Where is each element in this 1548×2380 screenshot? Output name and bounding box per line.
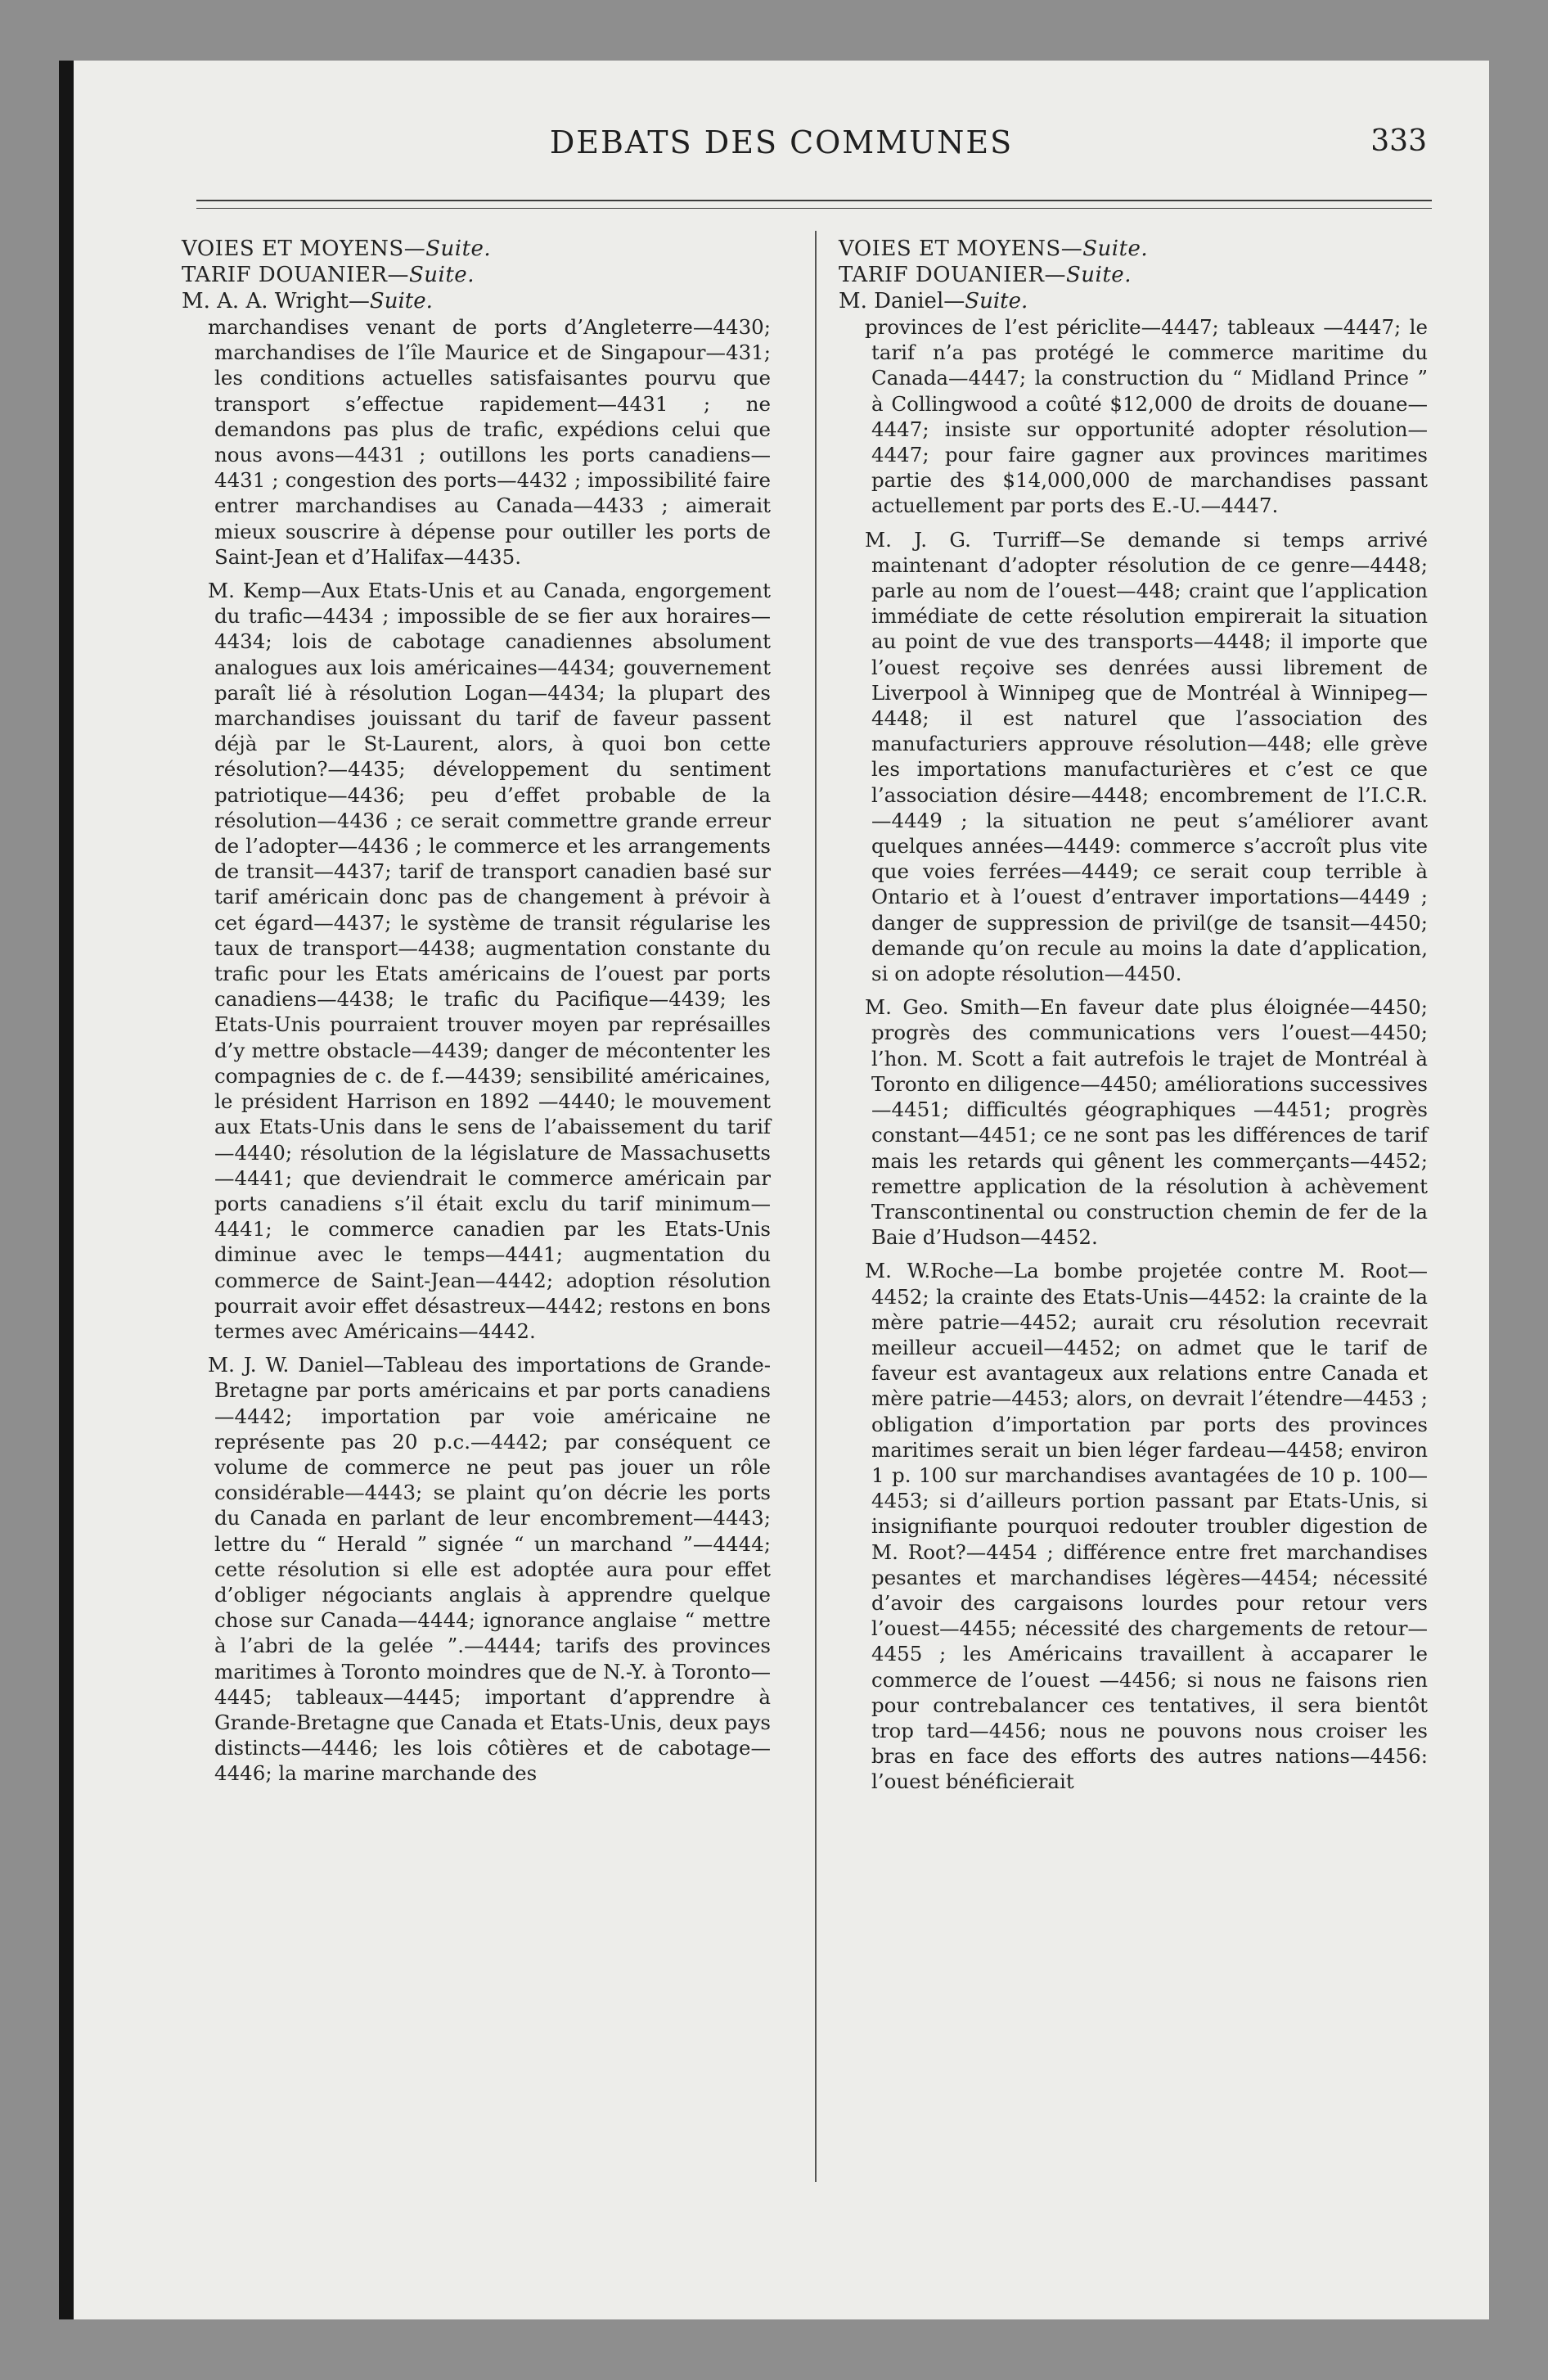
section-heading-suite: Suite. [425,237,492,261]
subsection-heading-text: TARIF DOUANIER— [839,263,1066,287]
subsection-heading [839,262,1428,288]
header-rule-top [196,200,1432,201]
speaker-heading [839,288,1428,314]
subsection-heading-suite: Suite. [1065,263,1132,287]
page-header [74,124,1489,170]
header-rule-bottom [196,208,1432,209]
paragraph: M. J. W. Daniel—Tableau des importations de Grande-Bretagne par ports américains et par ports canadiens—4442; importation par voie américaine ne représente pas 20 p.c.—4442; par conséquent ce volume de commerce ne peut pas jouer un rôle considérable—4443; se plaint qu’on décrie les ports du Canada en parlant de leur encombrement—4443; lettre du “ Herald ” signée “ un marchand ”—4444; cette résolution si elle est adoptée aura pour effet d’obliger négociants anglais à apprendre quelque chose sur Canada—4444; ignorance anglaise “ mettre à l’abri de la gelée ”.—4444; tarifs des provinces maritimes à Toronto moindres que de N.-Y. à Toronto—4445; tableaux—4445; important d’apprendre à Grande-Bretagne que Canada et Etats-Unis, deux pays distincts—4446; les lois côtières et de cabotage—4446; la marine marchande des [208,1353,771,1786]
section-heading-text: VOIES ET MOYENS— [182,237,426,261]
speaker-heading-text: M. A. A. Wright— [182,289,370,313]
paragraph: provinces de l’est périclite—4447; tableaux —4447; le tarif n’a pas protégé le commerce maritime du Canada—4447; la construction du “ Midland Prince ” à Collingwood a coûté $12,000 de droits de douane—4447; insiste sur opportunité adopter résolution—4447; pour faire gagner aux provinces maritimes partie des $14,000,000 de marchandises passant actuellement par ports des E.-U.—4447. [865,315,1428,518]
column-divider [815,231,817,2182]
section-heading-text: VOIES ET MOYENS— [839,237,1083,261]
paragraph: M. Kemp—Aux Etats-Unis et au Canada, engorgement du trafic—4434 ; impossible de se fier aux horaires—4434; lois de cabotage canadiennes absolument analogues aux lois américaines—4434; gouvernement paraît lié à résolution Logan—4434; la plupart des marchandises jouissant du tarif de faveur passent déjà par le St-Laurent, alors, à quoi bon cette résolution?—4435; développement du sentiment patriotique—4436; peu d’effet probable de la résolution—4436 ; ce serait commettre grande erreur de l’adopter—4436 ; le commerce et les arrangements de transit—4437; tarif de transport canadien basé sur tarif américain donc pas de changement à prévoir à cet égard—4437; le système de transit régularise les taux de transport—4438; augmentation constante du trafic pour les Etats américains de l’ouest par ports canadiens—4438; le trafic du Pacifique—4439; les Etats-Unis pourraient trouver moyen par représailles d’y mettre obstacle—4439; danger de mécontenter les compagnies de c. de f.—4439; sensibilité américaines, le président Harrison en 1892 —4440; le mouvement aux Etats-Unis dans le sens de l’abaissement du tarif—4440; résolution de la législature de Massachusetts—4441; que deviendrait le commerce américain par ports canadiens s’il était exclu du tarif minimum—4441; le commerce canadien par les Etats-Unis diminue avec le temps—4441; augmentation du commerce de Saint-Jean—4442; adoption résolution pourrait avoir effet désastreux—4442; restons en bons termes avec Américains—4442. [208,579,771,1343]
right-column [839,236,1428,1803]
paragraph: M. J. G. Turriff—Se demande si temps arrivé maintenant d’adopter résolution de ce genre—4448; parle au nom de l’ouest—448; craint que l’application immédiate de cette résolution empirerait la situation au point de vue des transports—4448; il importe que l’ouest reçoive ses denrées aussi librement de Liverpool à Winnipeg que de Montréal à Winnipeg—4448; il est naturel que l’association des manufacturiers approuve résolution—448; elle grève les importations manufacturières et c’est ce que l’association désire—4448; encombrement de l’I.C.R.—4449 ; la situation ne peut s’améliorer avant quelques années—4449: commerce s’accroît plus vite que voies ferrées—4449; ce serait coup terrible à Ontario et à l’ouest d’entraver importations—4449 ; danger de suppression de privil(ge de tsansit—4450; demande qu’on recule au moins la date d’application, si on adopte résolution—4450. [865,527,1428,986]
section-heading [839,236,1428,262]
document-page [59,61,1489,2319]
left-column [182,236,771,1795]
speaker-heading [182,288,771,314]
paragraph: M. W.Roche—La bombe projetée contre M. Root—4452; la crainte des Etats-Unis—4452: la crainte de la mère patrie—4452; aurait cru résolution recevrait meilleur accueil—4452; on admet que le tarif de faveur est avantageux aux relations entre Canada et mère patrie—4453; alors, on devrait l’étendre—4453 ; obligation d’importation par ports des provinces maritimes serait un bien léger fardeau—4458; environ 1 p. 100 sur marchandises avantagées de 10 p. 100—4453; si d’ailleurs portion passant par Etats-Unis, si insignifiante pourquoi redouter troubler digestion de M. Root?—4454 ; différence entre fret marchandises pesantes et marchandises légères—4454; nécessité d’avoir des cargaisons lourdes pour retour vers l’ouest—4455; nécessité des chargements de retour—4455 ; les Américains travaillent à accaparer le commerce de l’ouest —4456; si nous ne faisons rien pour contrebalancer ces tentatives, il sera bientôt trop tard—4456; nous ne pouvons nous croiser les bras en face des efforts des autres nations—4456: l’ouest bénéficierait [865,1259,1428,1794]
speaker-heading-suite: Suite. [965,289,1028,313]
speaker-heading-text: M. Daniel— [839,289,965,313]
section-heading-suite: Suite. [1082,237,1149,261]
page-number: 333 [1370,124,1427,158]
speaker-heading-suite: Suite. [369,289,433,313]
subsection-heading [182,262,771,288]
paragraph: marchandises venant de ports d’Angleterre—4430; marchandises de l’île Maurice et de Singapour—431; les conditions actuelles satisfaisantes pourvu que transport s’effectue rapidement—4431 ; ne demandons pas plus de trafic, expédions celui que nous avons—4431 ; outillons les ports canadiens—4431 ; congestion des ports—4432 ; impossibilité faire entrer marchandises au Canada—4433 ; aimerait mieux souscrire à dépense pour outiller les ports de Saint-Jean et d’Halifax—4435. [208,315,771,569]
subsection-heading-suite: Suite. [408,263,475,287]
section-heading [182,236,771,262]
page-title: DEBATS DES COMMUNES [549,124,1014,160]
subsection-heading-text: TARIF DOUANIER— [182,263,409,287]
paragraph: M. Geo. Smith—En faveur date plus éloignée—4450; progrès des communications vers l’ouest—4450; l’hon. M. Scott a fait autrefois le trajet de Montréal à Toronto en diligence—4450; améliorations successives—4451; difficultés géographiques —4451; progrès constant—4451; ce ne sont pas les différences de tarif mais les retards qui gênent les commerçants—4452; remettre application de la résolution à achèvement Transcontinental ou construction chemin de fer de la Baie d’Hudson—4452. [865,995,1428,1250]
